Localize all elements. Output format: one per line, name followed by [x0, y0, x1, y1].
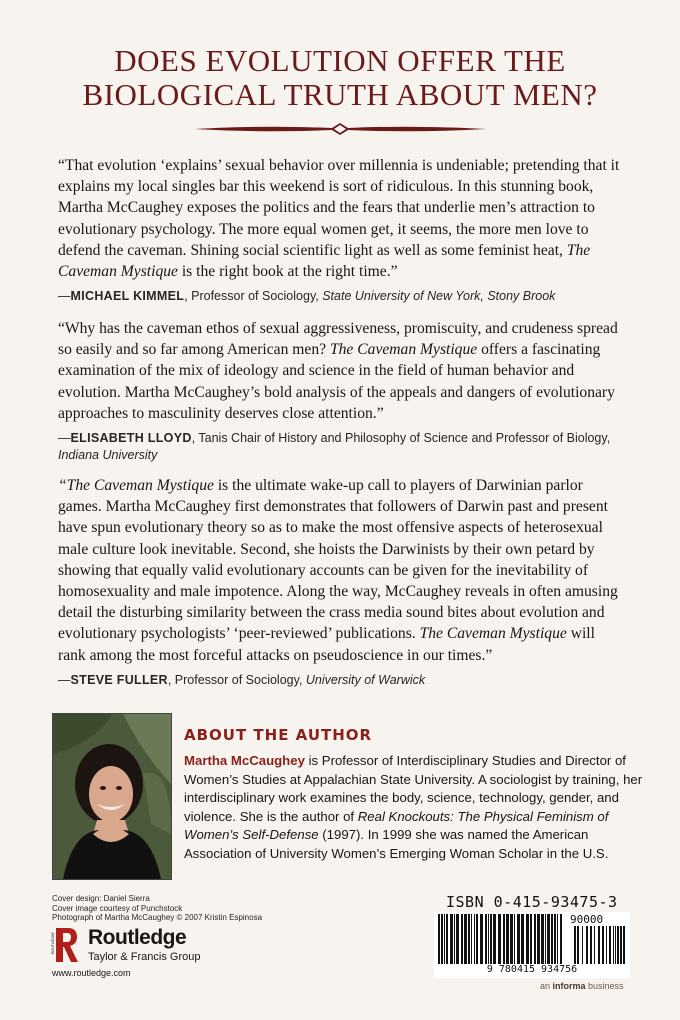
quote-text: “The Caveman Mystique is the ultimate wake-up call to players of Darwinian parlor games. Martha McCaughey first demonstrates that followers of Darwin past and present have spun evolutionary theory so as to make the most offensive aspects of heterosexual male culture look inevitable. Second, she hoists the Darwinists by their own petard by showing that equally valid evolutionary accounts can be given for the inevitability of homosexuality and male impotence. Along the way, McCaughey reveals in often amusing detail the disturbing similarity between the crass media sound bites about evolution and evolutionary psychologists’ ‘peer-reviewed’ publications. The Caveman Mystique will rank among the most forceful attacks on pseudoscience in our times.”: [58, 477, 618, 664]
endorser-institution: Indiana University: [58, 448, 158, 463]
routledge-vertical-text: ROUTLEDGE: [51, 932, 55, 954]
about-author-text: Martha McCaughey is Professor of Interdisciplinary Studies and Director of Women’s Studies at Appalachian State University. A sociologist by training, her interdisciplinary work examines the body, science, technology, gender, and violence. She is the author of Real Knockouts: The Physical Feminism of Women’s Self-Defense (1997). In 1999 she was named the American Association of University Women’s Emerging Woman Scholar in the U.S.: [184, 753, 643, 861]
headline: [0, 44, 680, 112]
credit-cover-image: Cover image courtesy of Punchstock: [52, 903, 183, 913]
publisher-name: Routledge: [88, 926, 187, 949]
publisher-website: www.routledge.com: [52, 968, 131, 978]
book-title: Real Knockouts: The Physical Feminism of Women’s Self-Defense: [184, 808, 609, 842]
routledge-r-icon: [52, 924, 80, 964]
attribution: —ELISABETH LLOYD, Tanis Chair of History and Philosophy of Science and Professor of Biology, Indiana University: [58, 431, 611, 463]
endorser-name: MICHAEL KIMMEL: [70, 289, 185, 304]
about-author-heading: ABOUT THE AUTHOR: [184, 726, 373, 744]
attribution: —STEVE FULLER, Professor of Sociology, University of Warwick: [58, 672, 426, 687]
endorser-role: , Professor of Sociology,: [167, 672, 306, 687]
quote-text: “That evolution ‘explains’ sexual behavior over millennia is undeniable; pretending that it explains my local singles bar this weekend is sort of ridiculous. In this stunning book, Martha McCaughey exposes the politics and the fears that underlie men’s attraction to evolutionary psychology. The more equal women get, it seems, the more men love to defend the caveman. Shining social scientific light as well as some feminist heat, The Caveman Mystique is the right book at the right time.”: [58, 157, 620, 281]
endorsement-kimmel: [58, 155, 626, 305]
cover-credits: [52, 894, 302, 923]
headline-line-1: DOES EVOLUTION OFFER THE: [114, 43, 566, 78]
author-name: Martha McCaughey: [184, 753, 305, 768]
quote-text: “Why has the caveman ethos of sexual aggressiveness, promiscuity, and crudeness spread so easily and so far among American men? The Caveman Mystique offers a fascinating examination of the mix of ideology and science in the field of human behavior and evolution. Martha McCaughey’s bold analysis of the appeals and dangers of evolutionary approaches to masculinity deserves close attention.”: [58, 320, 618, 422]
isbn-label: ISBN 0-415-93475-3: [446, 893, 618, 911]
endorser-role: , Tanis Chair of History and Philosophy of Science and Professor of Biology,: [191, 431, 611, 446]
credit-photograph: Photograph of Martha McCaughey © 2007 Kristin Espinosa: [52, 913, 263, 922]
endorser-name: STEVE FULLER: [70, 672, 168, 687]
barcode-number: 9 780415 934756: [434, 964, 630, 975]
endorser-role: , Professor of Sociology,: [184, 289, 323, 304]
informa-brand: informa: [552, 981, 586, 991]
attribution: —MICHAEL KIMMEL, Professor of Sociology, State University of New York, Stony Brook: [58, 289, 556, 304]
publisher-group: Taylor & Francis Group: [88, 951, 201, 963]
endorser-institution: State University of New York, Stony Brook: [322, 289, 556, 304]
informa-tagline: an informa business: [540, 981, 624, 991]
price-code: 90000: [570, 913, 604, 926]
author-photo: [52, 713, 172, 880]
endorser-institution: University of Warwick: [305, 672, 426, 687]
endorser-name: ELISABETH LLOYD: [70, 431, 192, 446]
headline-line-2: BIOLOGICAL TRUTH ABOUT MEN?: [82, 77, 598, 112]
ornament-divider: [192, 121, 488, 137]
credit-cover-design: Cover design: Daniel Sierra: [52, 894, 150, 903]
endorsement-lloyd: [58, 318, 626, 464]
publisher-logo: [52, 924, 222, 974]
endorsement-fuller: [58, 475, 626, 689]
